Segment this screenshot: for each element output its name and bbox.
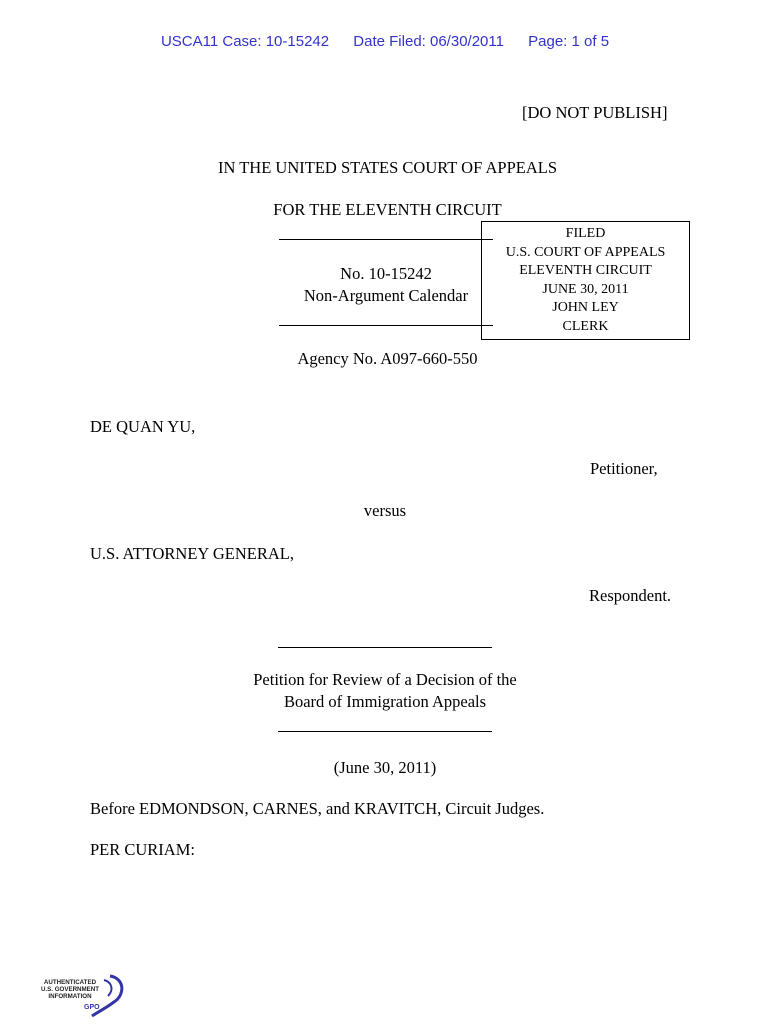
petition-top-rule [278, 647, 492, 648]
gpo-authentication-logo [40, 972, 130, 1018]
logo-text-line: INFORMATION [48, 993, 92, 1000]
top-rule [279, 239, 493, 240]
circuit-title: FOR THE ELEVENTH CIRCUIT [273, 200, 502, 219]
filed-stamp-line: U.S. COURT OF APPEALS [505, 244, 666, 260]
bottom-rule [279, 325, 493, 326]
gpo-mark: GPO [84, 1004, 100, 1011]
respondent-name: U.S. ATTORNEY GENERAL, [90, 544, 294, 563]
court-title: IN THE UNITED STATES COURT OF APPEALS [217, 158, 558, 177]
filed-stamp-line: FILED [565, 226, 606, 241]
case-header [0, 33, 770, 50]
petition-line-2: Board of Immigration Appeals [283, 692, 487, 711]
eagle-wing-icon [104, 980, 111, 996]
filed-stamp [481, 221, 690, 340]
judges-line: Before EDMONDSON, CARNES, and KRAVITCH, Circuit Judges. [90, 799, 545, 818]
logo-text-line: AUTHENTICATED [43, 979, 97, 986]
filed-stamp-line: ELEVENTH CIRCUIT [519, 263, 652, 279]
petitioner-name: DE QUAN YU, [90, 417, 196, 436]
filed-stamp-line: CLERK [562, 318, 609, 334]
decision-date: (June 30, 2011) [333, 758, 437, 777]
agency-number: Agency No. A097-660-550 [297, 349, 478, 368]
petition-line-1: Petition for Review of a Decision of the [253, 670, 517, 689]
versus-label: versus [363, 501, 407, 520]
date-filed-header: Date Filed: 06/30/2011 [353, 33, 504, 50]
filed-stamp-line: JOHN LEY [552, 300, 619, 316]
publish-note: [DO NOT PUBLISH] [522, 103, 668, 122]
page-indicator: Page: 1 of 5 [528, 33, 610, 50]
petition-bottom-rule [278, 731, 492, 732]
petitioner-role: Petitioner, [590, 459, 658, 478]
calendar-type: Non-Argument Calendar [303, 286, 469, 305]
per-curiam: PER CURIAM: [90, 840, 195, 859]
filed-stamp-line: JUNE 30, 2011 [542, 281, 629, 297]
respondent-role: Respondent. [589, 586, 672, 605]
case-number-header: USCA11 Case: 10-15242 [160, 33, 330, 50]
logo-text-line: U.S. GOVERNMENT [40, 986, 100, 993]
case-number: No. 10-15242 [340, 264, 432, 283]
